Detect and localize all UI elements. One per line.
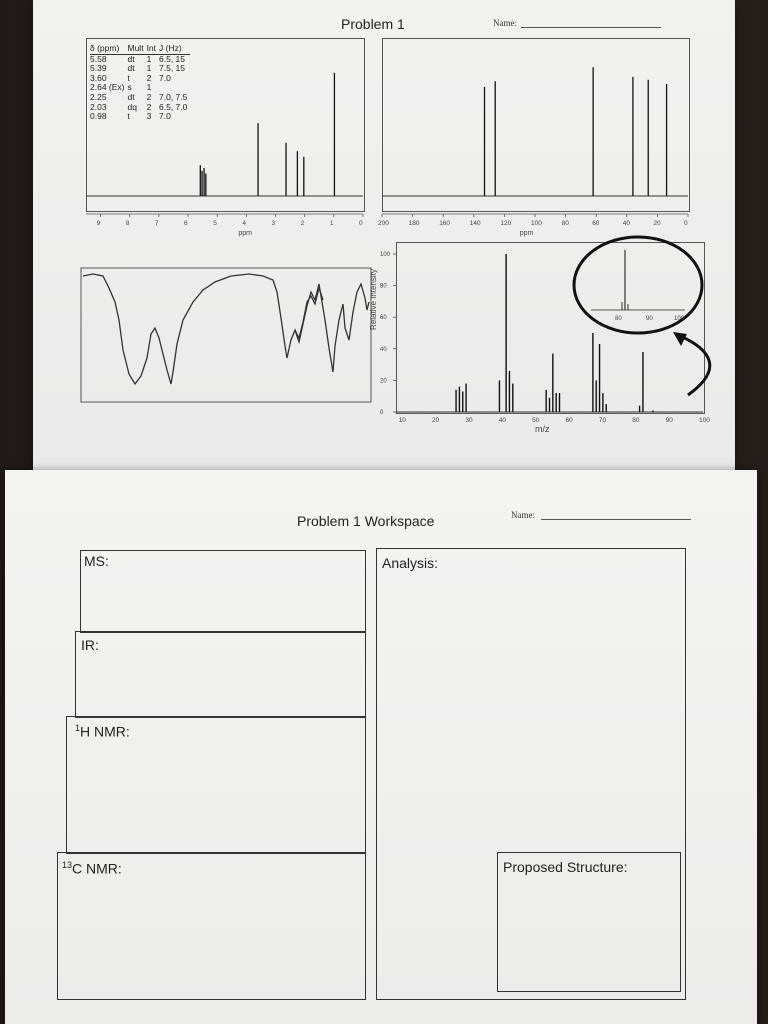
table-cell: dt bbox=[127, 63, 135, 74]
name-label: Name: bbox=[493, 18, 517, 28]
structure-label: Proposed Structure: bbox=[503, 859, 628, 875]
tick-label: 3 bbox=[271, 220, 276, 227]
inset-annotation bbox=[553, 230, 733, 400]
table-cell: dq bbox=[127, 101, 137, 112]
ir-box[interactable] bbox=[75, 631, 366, 718]
ms-xtick: 10 bbox=[398, 417, 406, 424]
ir-spectrum bbox=[63, 262, 378, 412]
analysis-label: Analysis: bbox=[382, 555, 439, 571]
table-header: Mult bbox=[128, 44, 147, 54]
name-line bbox=[521, 27, 661, 28]
tick-label: 140 bbox=[469, 220, 481, 227]
ms-ytick: 0 bbox=[380, 410, 384, 416]
table-header: J (Hz) bbox=[159, 44, 190, 54]
tick-label: 4 bbox=[242, 220, 246, 227]
table-cell: 1 bbox=[146, 63, 152, 74]
ms-ytick: 60 bbox=[380, 315, 387, 322]
tick-label: 9 bbox=[96, 220, 101, 227]
ir-trace bbox=[83, 274, 369, 384]
tick-label: 120 bbox=[500, 220, 512, 227]
table-header: Int bbox=[147, 44, 159, 54]
table-cell: 2 bbox=[146, 91, 152, 102]
table-cell: 2 bbox=[146, 101, 152, 112]
table-cell: 1 bbox=[146, 53, 152, 64]
ms-box[interactable] bbox=[80, 550, 366, 633]
table-cell: 2.25 bbox=[90, 91, 107, 102]
ms-xtick: 20 bbox=[432, 417, 440, 424]
ms-ytick: 100 bbox=[380, 252, 391, 258]
ms-xtick: 90 bbox=[665, 417, 673, 424]
table-cell: 2.03 bbox=[90, 101, 107, 112]
tick-label: 200 bbox=[378, 220, 389, 227]
table-cell: 7.0 bbox=[159, 111, 171, 122]
table-header: δ (ppm) bbox=[90, 44, 128, 54]
tick-label: 40 bbox=[622, 220, 631, 227]
table-cell: t bbox=[127, 72, 130, 83]
table-cell: 6.5, 15 bbox=[159, 53, 186, 64]
ms-ylabel: Relative Intensity bbox=[369, 269, 378, 330]
table-cell: 6.5, 7.0 bbox=[159, 101, 188, 112]
ms-xtick: 60 bbox=[565, 417, 573, 424]
tick-label: 80 bbox=[561, 220, 569, 227]
inset-tick: 90 bbox=[646, 316, 653, 322]
tick-label: 0 bbox=[684, 220, 688, 227]
table-cell: 5.58 bbox=[90, 53, 107, 64]
ms-xtick: 30 bbox=[465, 417, 473, 424]
hnmr-label: $^1$H NMR: bbox=[75, 723, 130, 740]
tick-label: 60 bbox=[592, 220, 600, 227]
table-cell: 2 bbox=[146, 72, 152, 83]
table-cell: t bbox=[127, 111, 130, 122]
inset-tick: 80 bbox=[615, 316, 622, 322]
tick-label: 7 bbox=[154, 220, 159, 227]
name-label: Name: bbox=[511, 510, 535, 520]
tick-label: 100 bbox=[531, 220, 542, 227]
axis-unit: ppm bbox=[519, 230, 534, 237]
ms-label: MS: bbox=[84, 553, 109, 569]
ms-xtick: 80 bbox=[632, 417, 640, 424]
ms-xtick: 50 bbox=[532, 417, 540, 424]
table-cell: 2.64 (Ex) bbox=[90, 82, 125, 93]
ms-ytick: 80 bbox=[380, 283, 387, 290]
tick-label: 20 bbox=[653, 220, 661, 227]
cnmr-spectrum bbox=[378, 38, 688, 248]
workspace-title: Problem 1 Workspace bbox=[297, 513, 435, 529]
workspace-sheet bbox=[5, 470, 757, 1024]
axis-unit: ppm bbox=[238, 230, 252, 237]
table-cell: dt bbox=[127, 91, 135, 102]
ir-label: IR: bbox=[81, 637, 99, 653]
tick-label: 1 bbox=[329, 220, 334, 227]
table-cell: 7.5, 15 bbox=[159, 63, 186, 74]
table-cell: s bbox=[127, 82, 132, 93]
tick-label: 160 bbox=[439, 220, 451, 227]
arrow bbox=[678, 335, 710, 395]
tick-label: 180 bbox=[408, 220, 420, 227]
inset-tick: 100 bbox=[674, 316, 685, 322]
table-cell: 5.39 bbox=[90, 63, 107, 74]
table-cell: 7.0, 7.5 bbox=[159, 91, 188, 102]
ms-ytick: 40 bbox=[380, 346, 387, 353]
ms-xtick: 40 bbox=[498, 417, 507, 424]
table-cell: 3.60 bbox=[90, 72, 107, 83]
table-cell: 0.98 bbox=[90, 111, 107, 122]
hnmr-spectrum bbox=[86, 38, 363, 248]
name-line bbox=[541, 519, 691, 520]
ir-trace-right bbox=[295, 288, 323, 338]
table-cell: dt bbox=[127, 53, 135, 64]
tick-label: 2 bbox=[300, 220, 305, 227]
ms-ytick: 20 bbox=[380, 378, 387, 385]
ms-xlabel: m/z bbox=[535, 424, 550, 434]
cnmr-label: $^{13}$C NMR: bbox=[62, 860, 122, 877]
tick-label: 8 bbox=[125, 220, 130, 227]
tick-label: 6 bbox=[184, 220, 188, 227]
tick-label: 0 bbox=[359, 220, 363, 227]
problem-sheet bbox=[33, 0, 735, 470]
table-cell: 1 bbox=[146, 82, 152, 93]
page-title: Problem 1 bbox=[341, 16, 405, 32]
ms-xtick: 70 bbox=[598, 417, 607, 424]
ms-xtick: 100 bbox=[699, 417, 710, 424]
table-cell: 7.0 bbox=[159, 72, 171, 83]
table-cell: 3 bbox=[146, 111, 152, 122]
tick-label: 5 bbox=[213, 220, 217, 227]
